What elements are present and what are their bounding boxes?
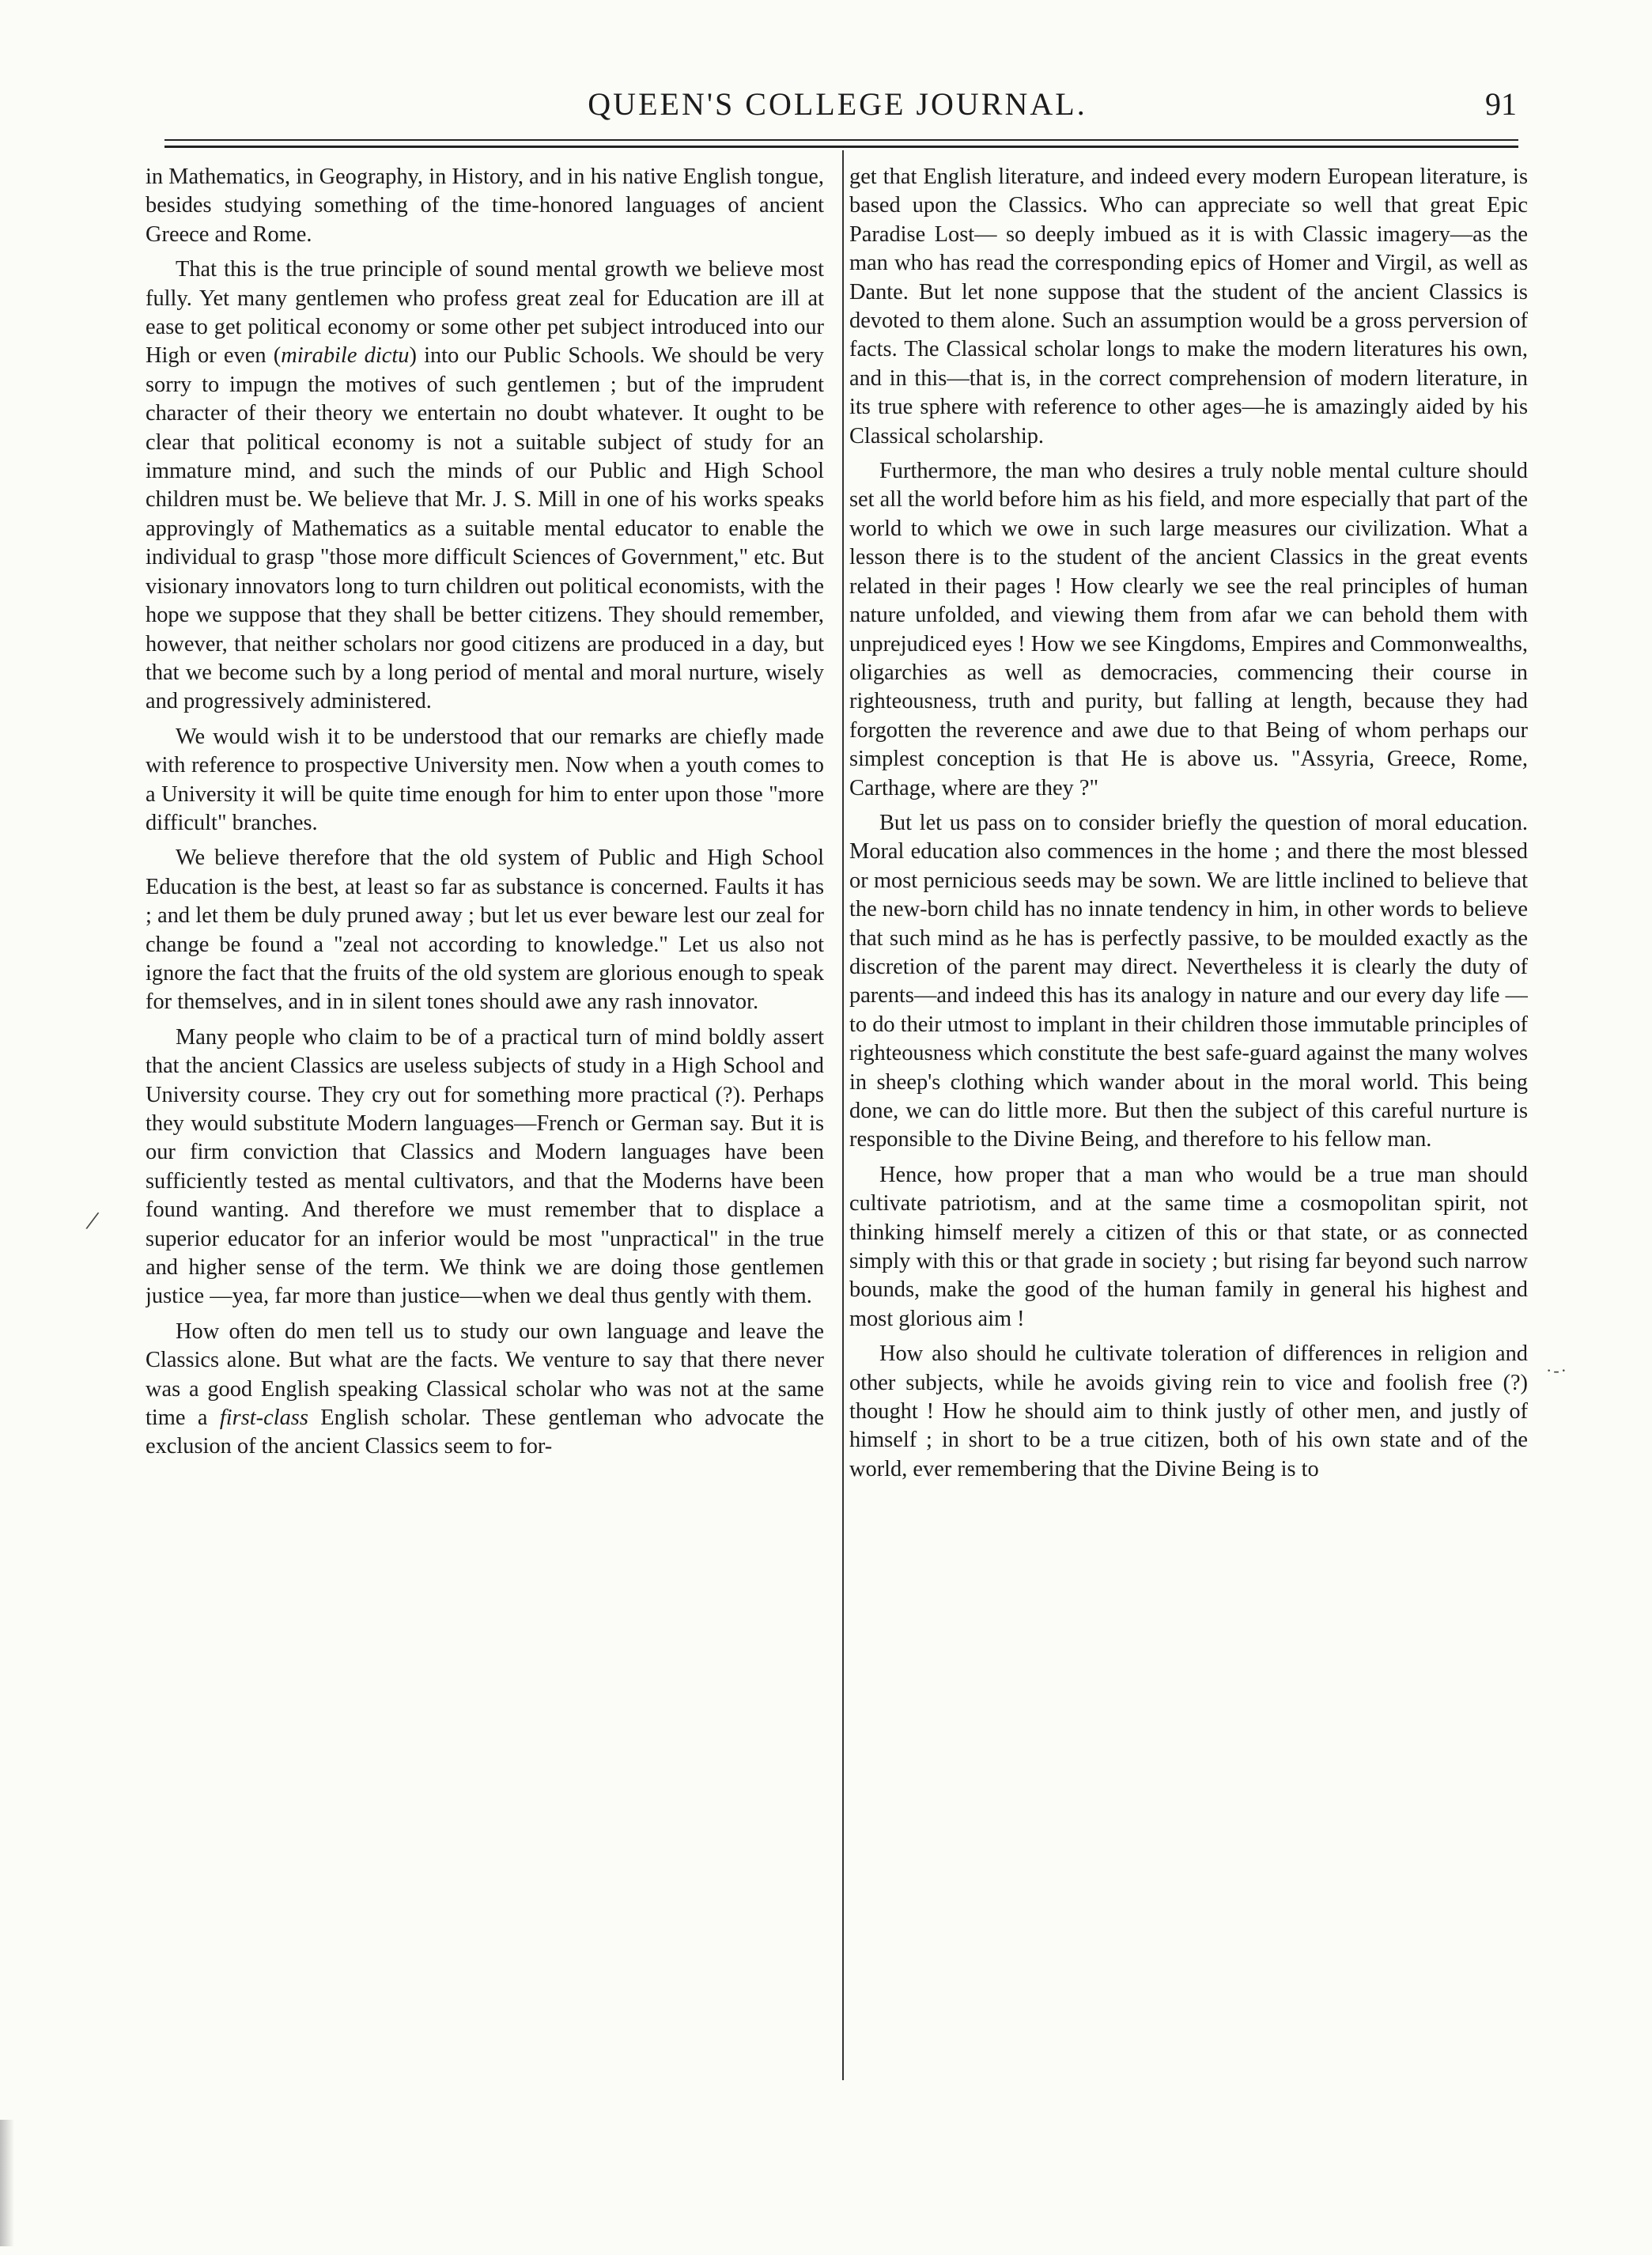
paragraph — [146, 255, 824, 717]
paragraph: Hence, how proper that a man who would be a true man should cultivate patriotism, and at the same time a cosmopolitan spirit, not thinking himself merely a citizen of this or that state, or as connected simply with this or that grade in society ; but rising far beyond such narrow bounds, make the good of the human family in general his highest and most glorious aim ! — [849, 1162, 1528, 1331]
page-number: 91 — [1485, 86, 1517, 122]
text-run: How often do men tell us to study our own language and leave the Classics alone. But what are the facts. We venture to say that there never was a good English speaking Classical scholar who was not at the same time a — [146, 1319, 824, 1431]
paragraph: We believe therefore that the old system of Public and High School Education is the best, at least so far as substance is concerned. Faults it has ; and let them be duly pruned away ; but let us ever beware lest our zeal for change be found a "zeal not according to knowledge." Let us also not ignore the fact that the fruits of the old system are glorious enough to speak for themselves, and in in silent tones should awe any rash innovator. — [146, 846, 824, 1015]
right-column — [849, 163, 1528, 2219]
paragraph: We would wish it to be understood that our remarks are chiefly made with reference to prospective University men. Now when a youth comes to a University it will be quite time enough for him to enter upon those "more difficult" branches. — [146, 724, 824, 835]
left-column — [146, 163, 824, 2219]
paragraph: How also should he cultivate toleration of differences in religion and other subjects, while he avoids giving rein to vice and foolish free (?) thought ! How he should aim to think justly of other men, and justly of himself ; in short to be a true citizen, both of his own state and of the world, ever remembering that the Divine Being is to — [849, 1341, 1528, 1481]
text-run: ) into our Public Schools. We should be very sorry to impugn the motives of such gentlemen ; but of the imprudent character of their theory we entertain no doubt whatever. It ought to be clear that political economy is not a suitable subject of study for an immature mind, and such the minds of our Public and High School children must be. We believe that Mr. J. S. Mill in one of his works speaks approvingly of Mathematics as a suitable mental educator to enable the individual to grasp "those more difficult Sciences of Government," etc. But visionary innovators long to turn children out political economists, with the hope we suppose that they shall be better citizens. They should remember, however, that neither scholars nor good citizens are produced in a day, but that we become such by a long period of mental and moral nurture, wisely and progressively administered. — [146, 343, 824, 714]
margin-pencil-mark: / — [84, 1204, 101, 1237]
header-rule-thick — [164, 146, 1518, 148]
page-edge-shadow — [0, 2120, 14, 2246]
paragraph: get that English literature, and indeed every modern European literature, is based upon the Classics. Who can appreciate so well that great Epic Paradise Lost— so deeply imbued as it is with Classic imagery—as the man who has read the corresponding epics of Homer and Virgil, as well as Dante. But let none suppose that the student of the ancient Classics is devoted to them alone. Such an assumption would be a gross perversion of facts. The Classical scholar longs to make the modern literatures his own, and in this—that is, in the correct comprehension of modern literature, in its true sphere with reference to other ages—he is amazingly aided by his Classical scholarship. — [849, 165, 1528, 448]
paragraph: Furthermore, the man who desires a truly noble mental culture should set all the world before him as his field, and more especially that part of the world to which we owe in such large measures our civilization. What a lesson there is to the student of the ancient Classics in the great events related in their pages ! How clearly we see the real principles of human nature unfolded, and viewing them from afar we can behold them with unprejudiced eyes ! How we see Kingdoms, Empires and Commonwealths, oligarchies as well as democracies, commencing their course in righteousness, truth and purity, but falling at length, because they had forgotten the reverence and awe due to that Being of whom perhaps our simplest conception is that He is above us. "Assyria, Greece, Rome, Carthage, where are they ?" — [849, 459, 1528, 800]
running-header — [158, 81, 1517, 128]
text-run: That this is the true principle of sound mental growth we believe most fully. Yet many gentlemen who profess great zeal for Education are ill at ease to get political economy or some other pet subject introduced into our High or even ( — [146, 257, 824, 369]
journal-title: QUEEN'S COLLEGE JOURNAL. — [588, 86, 1087, 122]
paragraph: Many people who claim to be of a practical turn of mind boldly assert that the ancient Classics are useless subjects of study in a High School and University course. They cry out for something more practical (?). Perhaps they would substitute Modern languages—French or German say. But it is our firm conviction that Classics and Modern languages have been sufficiently tested as mental cultivators, and that the Moderns have been found wanting. And therefore we must remember that to displace a superior educator for an inferior would be most "unpractical" in the true and higher sense of the term. We think we are doing those gentlemen justice —yea, far more than justice—when we deal thus gently with them. — [146, 1024, 824, 1309]
column-divider — [842, 150, 844, 2080]
italic-phrase: first-class — [219, 1406, 308, 1431]
margin-ink-mark: ·-· — [1546, 1360, 1568, 1380]
italic-phrase: mirabile dictu — [281, 343, 410, 369]
header-rule-thin — [164, 139, 1518, 141]
text-run: English scholar. These gentleman who advocate the exclusion of the ancient Classics seem to for- — [146, 1406, 824, 1459]
paragraph: in Mathematics, in Geography, in History, and in his native English tongue, besides studying something of the time-honored languages of ancient Greece and Rome. — [146, 165, 824, 247]
paragraph: But let us pass on to consider briefly the question of moral education. Moral education also commences in the home ; and there the most blessed or most pernicious seeds may be sown. We are little inclined to believe that the new-born child has no innate tendency in him, in other words to believe that such mind as he has is perfectly passive, to be moulded exactly as the discretion of the parent may direct. Nevertheless it is clearly the duty of parents—and indeed this has its analogy in nature and our every day life —to do their utmost to implant in their children those immutable principles of righteousness which constitute the best safe-guard against the many wolves in sheep's clothing which wander about in the moral world. This being done, we can do little more. But then the subject of this careful nurture is responsible to the Divine Being, and therefore to his fellow man. — [849, 810, 1528, 1152]
paragraph — [146, 1318, 824, 1462]
